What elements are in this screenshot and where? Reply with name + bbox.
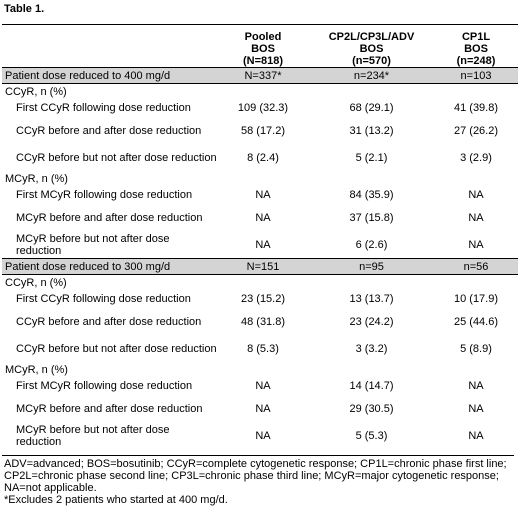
table-row: MCyR before but not after dose reduction NA 6 (2.6) NA <box>16 232 484 257</box>
category-row: CCyR, n (%) <box>5 276 67 289</box>
table-title: Table 1. <box>4 3 45 15</box>
table-row: MCyR before and after dose reduction NA 37 (15.8) NA <box>16 211 484 224</box>
header-cp1l: CP1L BOS (n=248) <box>456 31 496 67</box>
header-cp2l-cp3l-adv: CP2L/CP3L/ADV BOS (n=570) <box>328 31 415 67</box>
table-row: First CCyR following dose reduction 23 (15.2) 13 (13.7) 10 (17.9) <box>16 293 499 305</box>
table-row: MCyR before and after dose reduction NA 29 (30.5) NA <box>16 402 484 415</box>
table-header <box>2 24 518 67</box>
table-row: CCyR before and after dose reduction 58 (17.2) 31 (13.2) 27 (26.2) <box>16 124 499 137</box>
table-row: First CCyR following dose reduction 109 (32.3) 68 (29.1) 41 (39.8) <box>16 102 499 114</box>
section-row-400: Patient dose reduced to 400 mg/d N=337* n=234* n=103 <box>2 67 518 84</box>
table-footnotes <box>2 455 514 506</box>
abbreviations-footnote: ADV=advanced; BOS=bosutinib; CCyR=complete cytogenetic response; CP1L=chronic phase first line; CP2L=chronic phase second line; CP3L=chronic phase third line; MCyR=major cytogenetic response; NA=not applicable. <box>4 458 507 494</box>
header-pooled: Pooled BOS (N=818) <box>242 31 284 67</box>
category-row: MCyR, n (%) <box>5 363 68 376</box>
category-row: MCyR, n (%) <box>5 172 68 185</box>
table-row: CCyR before and after dose reduction 48 (31.8) 23 (24.2) 25 (44.6) <box>16 315 499 328</box>
table-row: First MCyR following dose reduction NA 14 (14.7) NA <box>16 380 484 392</box>
table-row: First MCyR following dose reduction NA 84 (35.9) NA <box>16 189 484 201</box>
section-row-300: Patient dose reduced to 300 mg/d N=151 n=95 n=56 <box>2 258 518 275</box>
asterisk-footnote: *Excludes 2 patients who started at 400 mg/d. <box>4 494 228 506</box>
table-row: MCyR before but not after dose reduction NA 5 (5.3) NA <box>16 423 484 448</box>
table-row: CCyR before but not after dose reduction 8 (5.3) 3 (3.2) 5 (8.9) <box>16 342 492 355</box>
table-row: CCyR before but not after dose reduction 8 (2.4) 5 (2.1) 3 (2.9) <box>16 151 492 164</box>
category-row: CCyR, n (%) <box>5 85 67 98</box>
